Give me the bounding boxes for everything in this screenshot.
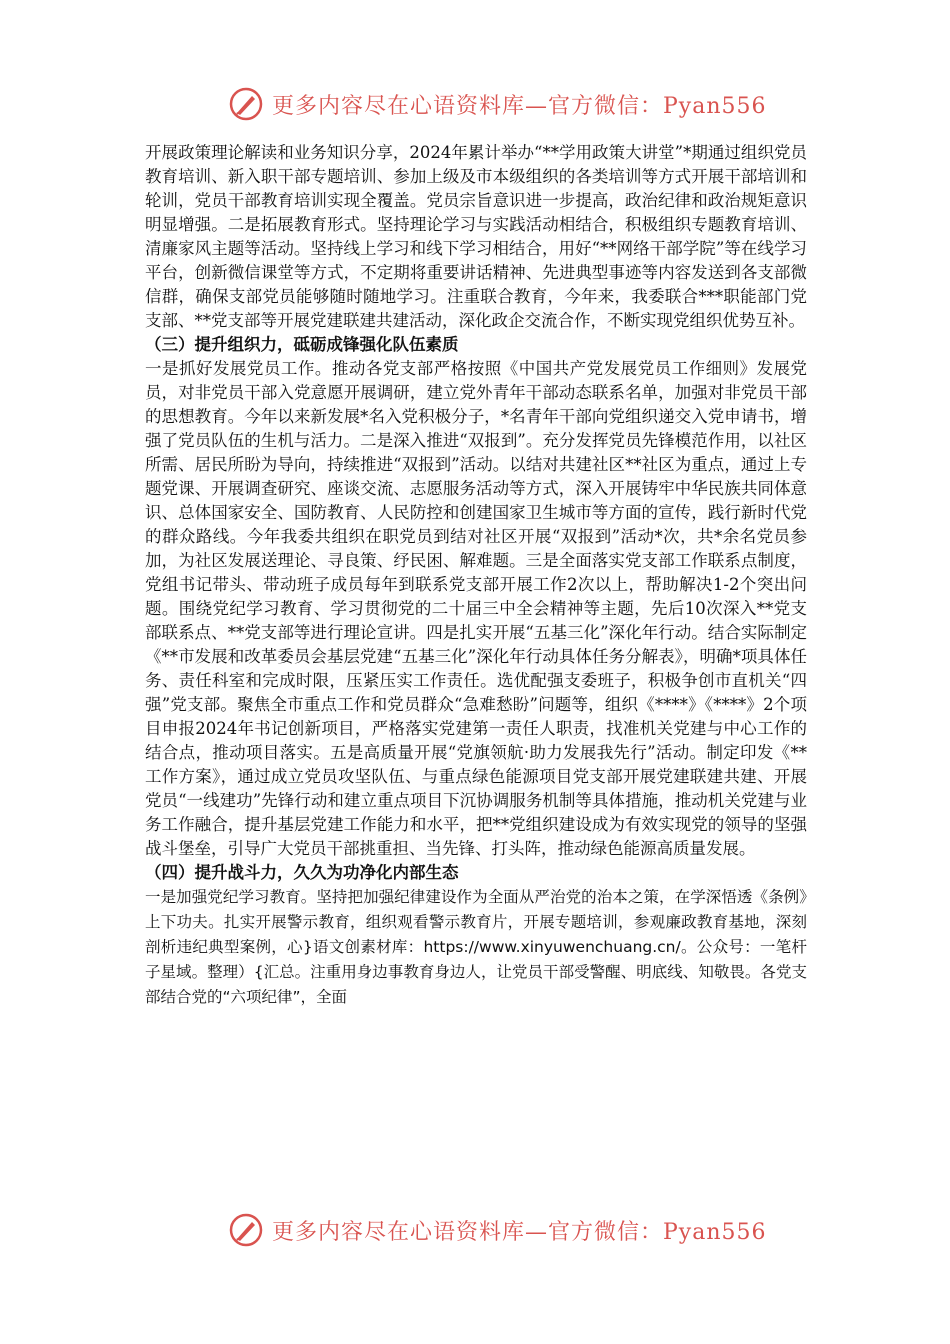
footer-banner-text: 更多内容尽在心语资料库—官方微信：Pyan556 bbox=[272, 1219, 767, 1245]
paragraph-1: 开展政策理论解读和业务知识分享，2024年累计举办“**学用政策大讲堂”*期通过组织党员教育培训、新入职干部专题培训、参加上级及市本级组织的各类培训等方式开展干部培训和轮训，党员干部教育培训实现全覆盖。党员宗旨意识进一步提高，政治纪律和政治规矩意识明显增强。二是拓展教育形式。坚持理论学习与实践活动相结合，积极组织专题教育培训、清廉家风主题等活动。坚持线上学习和线下学习相结合，用好“**网络干部学院”等在线学习平台，创新微信课堂等方式，不定期将重要讲话精神、先进典型事迹等内容发送到各支部微信群，确保支部党员能够随时随地学习。注重联合教育，今年来，我委联合***职能部门党支部、**党支部等开展党建联建共建活动，深化政企交流合作，不断实现党组织优势互补。 bbox=[145, 143, 807, 330]
paragraph-3: 一是加强党纪学习教育。坚持把加强纪律建设作为全面从严治党的治本之策，在学深悟透《条例》上下功夫。扎实开展警示教育，组织观看警示教育片，开展专题培训，参观廉政教育基地，深刻剖析违纪典型案例，心}语文创素材库：https://www.xinyuwenchuang.cn/。公众号：一笔杆子星域。整理）{汇总。注重用身边事教育身边人，让党员干部受警醒、明底线、知敬畏。各党支部结合党的“六项纪律”，全面 bbox=[145, 888, 807, 1006]
paragraph-2: 一是抓好发展党员工作。推动各党支部严格按照《中国共产党发展党员工作细则》发展党员，对非党员干部入党意愿开展调研，建立党外青年干部动态联系名单，加强对非党员干部的思想教育。今年以来新发展*名入党积极分子，*名青年干部向党组织递交入党申请书，增强了党员队伍的生机与活力。二是深入推进“双报到”。充分发挥党员先锋模范作用，以社区所需、居民所盼为导向，持续推进“双报到”活动。以结对共建社区**社区为重点，通过上专题党课、开展调查研究、座谈交流、志愿服务活动等方式，深入开展铸牢中华民族共同体意识、总体国家安全、国防教育、人民防控和创建国家卫生城市等方面的宣传，践行新时代党的群众路线。今年我委共组织在职党员到结对社区开展“双报到”活动*次，共*余名党员参加，为社区发展送理论、寻良策、纾民困、解难题。三是全面落实党支部工作联系点制度，党组书记带头、带动班子成员每年到联系党支部开展工作2次以上，帮助解决1-2个突出问题。围绕党纪学习教育、学习贯彻党的二十届三中全会精神等主题，先后10次深入**党支部联系点、**党支部等进行理论宣讲。四是扎实开展“五基三化”深化年行动。结合实际制定《**市发展和改革委员会基层党建“五基三化”深化年行动具体任务分解表》，明确*项具体任务、责任科室和完成时限，压紧压实工作责任。选优配强支委班子，积极争创市直机关“四强”党支部。聚焦全市重点工作和党员群众“急难愁盼”问题等，组织《****》《****》2个项目申报2024年书记创新项目，严格落实党建第一责任人职责，找准机关党建与中心工作的结合点，推动项目落实。五是高质量开展“党旗领航·助力发展我先行”活动。制定印发《**工作方案》，通过成立党员攻坚队伍、与重点绿色能源项目党支部开展党建联建共建、开展党员“一线建功”先锋行动和建立重点项目下沉协调服务机制等具体措施，推动机关党建与业务工作融合，提升基层党建工作能力和水平，把**党组织建设成为有效实现党的领导的坚强战斗堡垒，引导广大党员干部挑重担、当先锋、打头阵，推动绿色能源高质量发展。 bbox=[145, 359, 807, 858]
footer-banner bbox=[228, 1210, 767, 1250]
section-heading-4: （四）提升战斗力，久久为功净化内部生态 bbox=[145, 863, 459, 882]
header-banner bbox=[228, 84, 767, 124]
document-body bbox=[145, 141, 807, 1010]
section-heading-3: （三）提升组织力，砥砺成锋强化队伍素质 bbox=[145, 335, 459, 354]
header-banner-text: 更多内容尽在心语资料库—官方微信：Pyan556 bbox=[272, 93, 767, 119]
pen-logo-icon bbox=[228, 86, 264, 122]
pen-logo-icon bbox=[228, 1212, 264, 1248]
